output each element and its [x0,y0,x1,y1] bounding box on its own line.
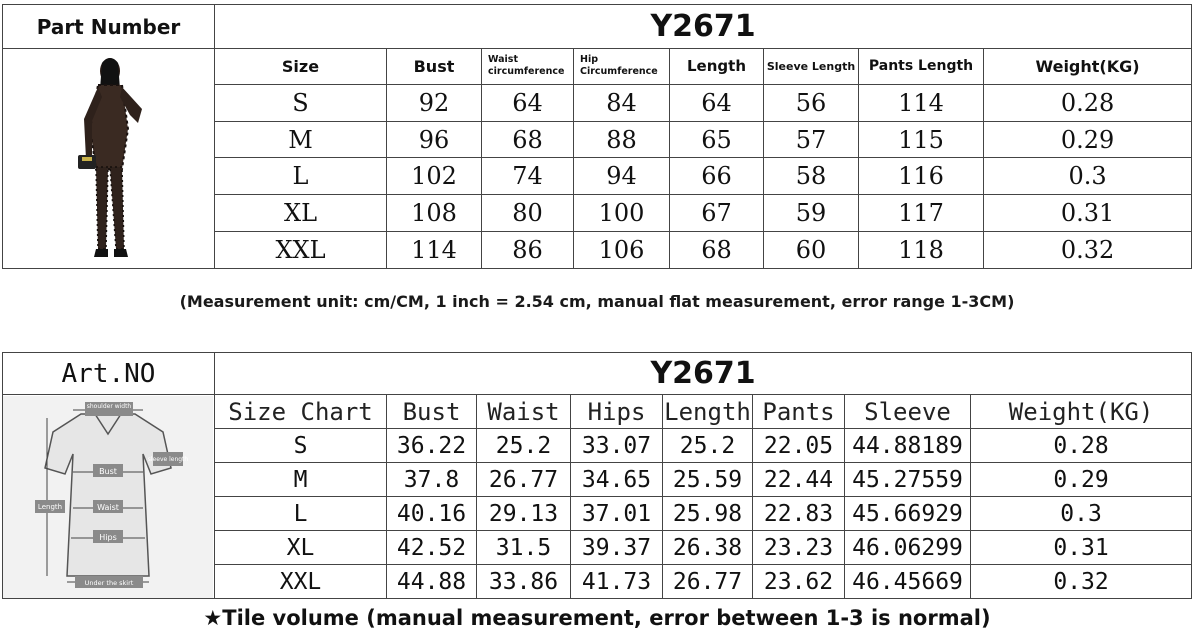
header-hips: Hips [571,395,663,429]
table-cell: XL [215,531,387,565]
table-cell: 116 [859,158,984,195]
table-cell: 22.05 [753,429,845,463]
table-cell: 68 [482,121,574,158]
label-waist: Waist [97,502,119,512]
table-cell: 44.88189 [845,429,971,463]
table-cell: 31.5 [477,531,571,565]
header-hip: Hip Circumference [574,49,670,85]
table-cell: 46.06299 [845,531,971,565]
table-cell: 59 [764,195,859,232]
table-cell: 45.66929 [845,497,971,531]
size-table-cm [2,4,1192,269]
table-cell: 0.31 [984,195,1192,232]
table-cell: 86 [482,232,574,269]
header-weight: Weight(KG) [984,49,1192,85]
table-cell: 92 [387,84,482,121]
model-photo [3,49,215,269]
art-no-label: Art.NO [3,353,215,395]
table-cell: 0.3 [984,158,1192,195]
table-cell: 0.3 [971,497,1192,531]
table-cell: 68 [670,232,764,269]
table-cell: 84 [574,84,670,121]
table-cell: 102 [387,158,482,195]
table-cell: 0.28 [984,84,1192,121]
table-cell: 96 [387,121,482,158]
header-pants-length: Pants Length [859,49,984,85]
label-hips: Hips [99,532,117,542]
table-cell: 115 [859,121,984,158]
header-length: Length [663,395,753,429]
table-cell: 94 [574,158,670,195]
table-cell: 46.45669 [845,565,971,599]
table-cell: 40.16 [387,497,477,531]
table-cell: 0.31 [971,531,1192,565]
part-number-label: Part Number [3,5,215,49]
table-cell: 65 [670,121,764,158]
label-sleeve: sleeve length [147,455,189,463]
table-cell: 36.22 [387,429,477,463]
table-cell: 41.73 [571,565,663,599]
measurement-diagram [3,395,215,599]
table-cell: 0.29 [971,463,1192,497]
table-cell: 22.83 [753,497,845,531]
table-cell: 37.01 [571,497,663,531]
table-cell: 42.52 [387,531,477,565]
table-cell: S [215,84,387,121]
measurement-note: (Measurement unit: cm/CM, 1 inch = 2.54 cm, manual flat measurement, error range 1-3CM) [179,292,1015,311]
table-cell: XXL [215,232,387,269]
table-cell: 34.65 [571,463,663,497]
label-length: Length [37,502,63,511]
table-cell: 45.27559 [845,463,971,497]
table-cell: 26.77 [477,463,571,497]
table-cell: 25.2 [477,429,571,463]
table-cell: 44.88 [387,565,477,599]
header-bust: Bust [387,395,477,429]
table-cell: 64 [482,84,574,121]
table-cell: 0.28 [971,429,1192,463]
table-cell: 58 [764,158,859,195]
label-shoulder: shoulder width [86,402,132,410]
table-cell: 106 [574,232,670,269]
header-bust: Bust [387,49,482,85]
header-length: Length [670,49,764,85]
table-cell: 39.37 [571,531,663,565]
table-cell: L [215,158,387,195]
label-bust: Bust [99,466,117,476]
model-photo-figure [4,49,214,264]
table-cell: XXL [215,565,387,599]
table-cell: L [215,497,387,531]
table-cell: 0.32 [971,565,1192,599]
table-cell: 114 [859,84,984,121]
table-cell: 64 [670,84,764,121]
header-waist: Waist circumference [482,49,574,85]
table-cell: 117 [859,195,984,232]
table-cell: 66 [670,158,764,195]
table-cell: 26.77 [663,565,753,599]
table-cell: 22.44 [753,463,845,497]
product-code: Y2671 [215,5,1192,49]
header-sleeve-length: Sleeve Length [764,49,859,85]
tile-volume-note: ★Tile volume (manual measurement, error between 1-3 is normal) [203,606,991,630]
table-cell: 88 [574,121,670,158]
header-weight: Weight(KG) [971,395,1192,429]
header-sleeve: Sleeve [845,395,971,429]
table-cell: 23.62 [753,565,845,599]
table-cell: 37.8 [387,463,477,497]
table-cell: 57 [764,121,859,158]
table-cell: 25.59 [663,463,753,497]
table-cell: 0.32 [984,232,1192,269]
table-cell: 33.07 [571,429,663,463]
table-cell: M [215,463,387,497]
table-cell: 25.2 [663,429,753,463]
table-cell: 114 [387,232,482,269]
table-cell: S [215,429,387,463]
measurement-diagram-figure [3,396,213,598]
table-cell: M [215,121,387,158]
table-cell: 26.38 [663,531,753,565]
table-cell: 108 [387,195,482,232]
header-waist: Waist [477,395,571,429]
header-pants: Pants [753,395,845,429]
table-cell: 74 [482,158,574,195]
table-cell: 100 [574,195,670,232]
table-cell: 118 [859,232,984,269]
header-size: Size [215,49,387,85]
table-cell: XL [215,195,387,232]
table-cell: 23.23 [753,531,845,565]
table-cell: 25.98 [663,497,753,531]
table-cell: 67 [670,195,764,232]
size-table-inch [2,352,1192,599]
table-cell: 60 [764,232,859,269]
table-cell: 80 [482,195,574,232]
table-cell: 29.13 [477,497,571,531]
header-size-chart: Size Chart [215,395,387,429]
table-cell: 33.86 [477,565,571,599]
label-skirt: Under the skirt [84,578,134,587]
table-cell: 56 [764,84,859,121]
product-code: Y2671 [215,353,1192,395]
table-cell: 0.29 [984,121,1192,158]
